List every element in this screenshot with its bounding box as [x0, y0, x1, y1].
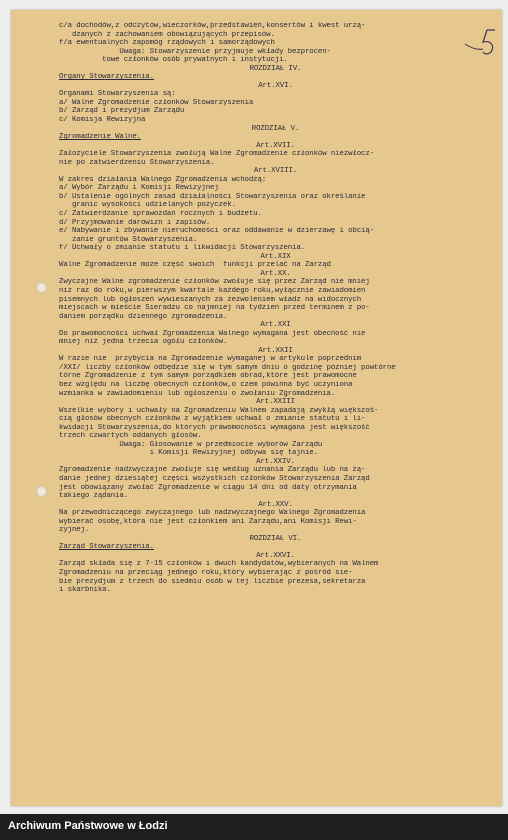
text-line: danie jednej dziesiątej części wszystkich członków Stowarzyszenia Zarząd: [59, 474, 370, 483]
text-line: Art.XXIV.: [256, 457, 295, 466]
text-line: cią głosów obecnych członków z wyjątkiem uchwał o zmianie statutu i li-: [59, 415, 366, 424]
text-line: nie po zatwierdzeniu Stowarzyszenia.: [59, 158, 215, 167]
text-line: Art.XVII.: [256, 141, 295, 150]
text-line: Art.XVI.: [258, 81, 293, 90]
text-line: a/ Walne Zgromadzenie członków Stowarzyszenia: [59, 98, 254, 107]
text-line: miejscach w mieście Sieradzu co najmniej na tydzień przed terminem z po-: [59, 304, 370, 313]
text-line: W razie nie przybycia na Zgromadzenie wymaganej w artykule poprzednim: [59, 355, 362, 364]
punch-hole-top: [36, 282, 47, 293]
text-line: b/ Zarząd i prezydjum Zarządu: [59, 107, 185, 116]
archive-label: Archiwum Państwowe w Łodzi: [8, 820, 168, 832]
text-line: Art.XX.: [260, 269, 291, 278]
text-line: Zarząd Stowarzyszenia.: [59, 543, 154, 552]
text-line: mniej niż jedna trzecia ogółu członków.: [59, 338, 228, 347]
text-line: dzanych z zachowaniem obowiązujących przepisów.: [59, 30, 275, 39]
text-line: f/a ewentualnych zapomóg rządowych i samorządowych: [59, 39, 275, 48]
text-line: Do prawomocności uchwał Zgromadzenia Walnego wymagana jest obecność nie: [59, 329, 366, 338]
typewritten-text: [59, 22, 492, 595]
text-line: jest obowiązany zwołać Zgromadzenie w ciągu 14 dni od daty otrzymania: [59, 483, 357, 492]
text-line: wzmianka w zawiadomieniu lub ogłoszeniu o zwołaniu Zgromadzenia.: [59, 389, 336, 398]
text-line: daniem porządku dziennego zgromadzenia.: [59, 312, 228, 321]
text-line: zyjnej.: [59, 526, 90, 535]
text-line: Organy Stowarzyszenia.: [59, 73, 154, 82]
punch-hole-bottom: [36, 486, 47, 497]
text-line: Art.XVIII.: [253, 167, 298, 176]
text-line: Założyciele Stowarzyszenia zwołują Walne Zgromadzenie członków niezwłocz-: [59, 150, 375, 159]
text-line: f/ Uchwały o zmianie statutu i likwidacji Stowarzyszenia.: [59, 244, 305, 253]
text-line: Art.XXII: [258, 346, 293, 355]
text-line: Organami Stowarzyszenia są:: [59, 90, 176, 99]
text-line: Art.XXVI.: [256, 551, 295, 560]
text-line: bez względu na liczbę obecnych członków,o czem powinna być uczyniona: [59, 380, 353, 389]
text-line: d/ Przyjmowanie darowizn i zapisów.: [59, 218, 211, 227]
text-line: Art.XXI: [260, 321, 291, 330]
text-line: bie prezydjum z trzech do siedmiu osób w tej liczbie prezesa,sekretarza: [59, 577, 366, 586]
text-line: e/ Nabywanie i zbywanie nieruchomości oraz oddawanie w dzierżawę i obcią-: [59, 227, 375, 236]
text-line: żanie gruntów Stowarzyszenia.: [59, 235, 198, 244]
text-line: takiego żądania.: [59, 492, 129, 501]
text-line: i skarbnika.: [59, 586, 111, 595]
text-line: Art.XXIII: [256, 398, 295, 407]
text-line: wybierać osobę,która nie jest członkiem ani Zarządu,ani Komisji Rewi-: [59, 517, 357, 526]
text-line: c/ Komisja Rewizyjna: [59, 116, 146, 125]
text-line: b/ Ustalenie ogólnych zasad działalności Stowarzyszenia oraz określanie: [59, 192, 366, 201]
text-line: Zgromadzenie nadzwyczajne zwołuje się według uznania Zarządu lub na żą-: [59, 466, 366, 475]
text-line: granic wysokości udzielanych pożyczek.: [59, 201, 236, 210]
text-line: niż raz do roku,w pierwszym kwartale każdego roku,wyłącznie zawiadomień: [59, 286, 366, 295]
text-line: W zakres działania Walnego Zgromadzenia wchodzą:: [59, 175, 267, 184]
text-line: Zarząd składa się z 7-15 członków i dwuch kandydatów,wybieranych na Walnem: [59, 560, 379, 569]
text-line: ROZDZIAŁ VI.: [249, 534, 302, 543]
text-line: kwidacji Stowarzyszenia,do których prawomocności wymagana jest większość: [59, 423, 370, 432]
text-line: pisemnych lub ogłoszeń wywieszanych za zezwoleniem władz na widocznych: [59, 295, 362, 304]
text-line: c/ Zatwierdzanie sprawozdań rocznych i budżetu.: [59, 210, 262, 219]
text-line: c/a dochodów,z odczytów,wieczorków,przedstawień,konsertów i kwest urzą-: [59, 22, 366, 30]
text-line: Na przewodniczącego zwyczajnego lub nadzwyczajnego Walnego Zgromadzenia: [59, 509, 366, 518]
text-line: a/ Wybór Zarządu i Komisji Rewizyjnej: [59, 184, 219, 193]
text-line: tórne Zgromadzenie z tym samym porządkiem obrad,które jest prawomocne: [59, 372, 357, 381]
text-line: Uwaga: Stowarzyszenie przyjmuje wkłady bezprocen-: [59, 47, 331, 56]
text-line: Zwyczajne Walne zgromadzenie członków zwołuje się przez Zarząd nie mniej: [59, 278, 370, 287]
text-line: Wszelkie wybory i uchwały na Zgromadzeniu Walnem zapadają zwykłą większoś-: [59, 406, 379, 415]
text-line: towe członków osób prywatnych i instytucji.: [59, 56, 288, 65]
text-line: Walne Zgromadzenie może część swoich funkcji przelać na Zarząd: [59, 261, 331, 270]
text-line: trzech czwartych oddanych głosów.: [59, 432, 202, 441]
text-line: Art.XIX: [260, 252, 291, 261]
text-line: Zgromadzenie Walne.: [59, 133, 141, 142]
text-line: Uwaga: Głosowanie w przedmiocie wyborów Zarządu: [59, 440, 323, 449]
archive-footer: [0, 814, 508, 840]
text-line: /XXI/ liczby członków odbędzie się w tym samym dniu o godzinę później powtórne: [59, 363, 396, 372]
text-line: i Komisji Rewizyjnej odbywa się tajnie.: [59, 449, 318, 458]
text-line: ROZDZIAŁ IV.: [249, 64, 302, 73]
text-line: Art.XXV.: [258, 500, 293, 509]
text-line: Zgromadzeniu na przeciąg jednego roku,który wybierając z pośród sie-: [59, 569, 353, 577]
text-line: ROZDZIAŁ V.: [251, 124, 300, 133]
document-page: [11, 10, 502, 806]
